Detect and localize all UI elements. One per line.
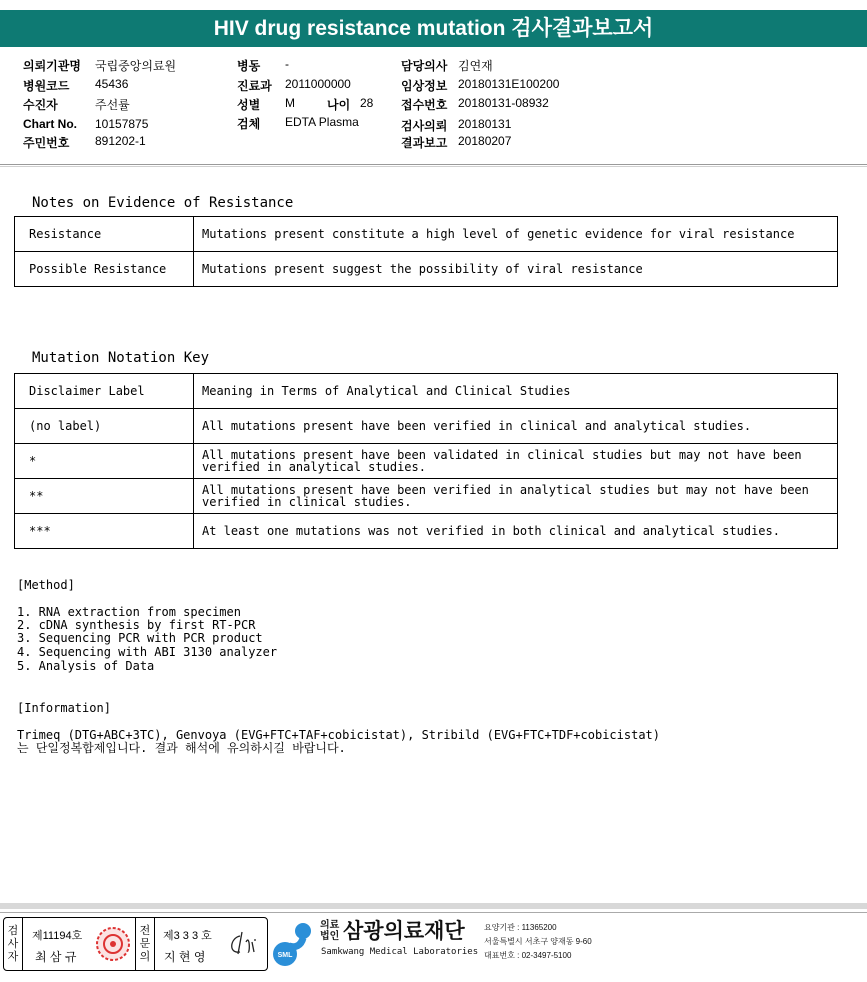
information-line: 는 단일정복합제입니다. 결과 해석에 유의하시길 바랍니다. [17,741,346,755]
org-kind: 의료법인 [320,920,340,942]
patient-label: 수진자 [23,98,58,112]
specialist-license: 제3 3 3 호 [163,930,212,942]
notes-table [14,216,838,287]
report-date-value: 20180207 [458,134,512,148]
key-text-cell: All mutations present have been validated in clinical studies but may not have been verified in analytical studies. [194,444,838,479]
specimen-label: 검체 [237,117,261,131]
org-address: 서울특별시 서초구 양재동 9-60 [484,937,592,946]
doctor-value: 김연재 [458,59,493,73]
table-row [15,252,838,287]
key-heading: Mutation Notation Key [32,350,210,366]
key-text-cell: All mutations present have been verified in clinical and analytical studies. [194,409,838,444]
header-divider [0,164,867,165]
table-row [15,217,838,252]
age-value: 28 [360,96,374,110]
clinical-info-label: 임상정보 [401,79,448,93]
ward-value: - [285,57,289,71]
method-step: 4. Sequencing with ABI 3130 analyzer [17,645,278,659]
table-row [15,479,838,514]
method-heading: [Method] [17,578,75,592]
report-date-label: 결과보고 [401,136,448,150]
information-heading: [Information] [17,701,111,715]
inspector-role-label: 검사자 [4,918,23,970]
key-label-cell: ** [15,479,194,514]
notes-label-cell: Resistance [15,217,194,252]
key-table [14,373,838,549]
ward-label: 병동 [237,59,261,73]
doctor-label: 담당의사 [401,59,448,73]
notes-text-cell: Mutations present constitute a high level of genetic evidence for viral resistance [194,217,838,252]
receipt-no-label: 접수번호 [401,98,448,112]
notes-text-cell: Mutations present suggest the possibility of viral resistance [194,252,838,287]
org-english-name: Samkwang Medical Laboratories [321,947,479,957]
key-header-label: Disclaimer Label [15,374,194,409]
key-label-cell: *** [15,514,194,549]
age-label: 나이 [327,98,351,112]
footer-divider [0,912,867,913]
key-label-cell: (no label) [15,409,194,444]
specialist-role-label: 전문의 [135,918,155,970]
hospital-value: 국립중앙의료원 [95,59,177,73]
logo-text: SML [277,952,293,959]
table-row [15,374,838,409]
signature-icon [226,928,262,958]
chart-no-label: Chart No. [23,117,77,131]
specimen-value: EDTA Plasma [285,115,359,129]
information-line: Trimeq (DTG+ABC+3TC), Genvoya (EVG+FTC+TAF+cobicistat), Stribild (EVG+FTC+TDF+cobicistat) [17,728,660,742]
department-label: 진료과 [237,79,272,93]
inspector-name: 최 삼 규 [35,950,77,964]
footer-band [0,903,867,909]
resident-no-label: 주민번호 [23,136,70,150]
table-row [15,444,838,479]
key-text-cell: All mutations present have been verified in analytical studies but may not have been verified in clinical studies. [194,479,838,514]
method-step: 2. cDNA synthesis by first RT-PCR [17,618,256,632]
patient-value: 주선률 [95,98,130,112]
key-label-cell: * [15,444,194,479]
department-value: 2011000000 [285,77,351,91]
receipt-no-value: 20180131-08932 [458,96,549,110]
request-date-label: 검사의뢰 [401,119,448,133]
request-date-value: 20180131 [458,117,512,131]
resident-no-value: 891202-1 [95,134,146,148]
method-step: 5. Analysis of Data [17,659,155,673]
inspector-license: 제11194호 [32,930,83,942]
report-title: HIV drug resistance mutation 검사결과보고서 [0,10,867,47]
seal-stamp-icon [95,926,131,962]
clinical-info-value: 20180131E100200 [458,77,560,91]
method-step: 3. Sequencing PCR with PCR product [17,631,263,645]
header-divider-shadow [0,166,867,167]
hospital-code-value: 45436 [95,77,129,91]
method-step: 1. RNA extraction from specimen [17,605,241,619]
notes-heading: Notes on Evidence of Resistance [32,195,294,211]
sex-label: 성별 [237,98,261,112]
table-row [15,409,838,444]
hospital-code-label: 병원코드 [23,79,70,93]
org-institution-code: 요양기관 : 11365200 [484,923,557,932]
specialist-name: 지 현 영 [164,950,206,964]
hospital-label: 의뢰기관명 [23,59,81,73]
sml-logo-icon [271,920,319,968]
org-name: 삼광의료재단 [343,920,465,943]
chart-no-value: 10157875 [95,117,149,131]
notes-label-cell: Possible Resistance [15,252,194,287]
org-phone: 대표번호 : 02-3497-5100 [484,951,572,960]
key-header-text: Meaning in Terms of Analytical and Clinical Studies [194,374,838,409]
table-row [15,514,838,549]
key-text-cell: At least one mutations was not verified in both clinical and analytical studies. [194,514,838,549]
signature-box [3,917,268,971]
sex-value: M [285,96,295,110]
